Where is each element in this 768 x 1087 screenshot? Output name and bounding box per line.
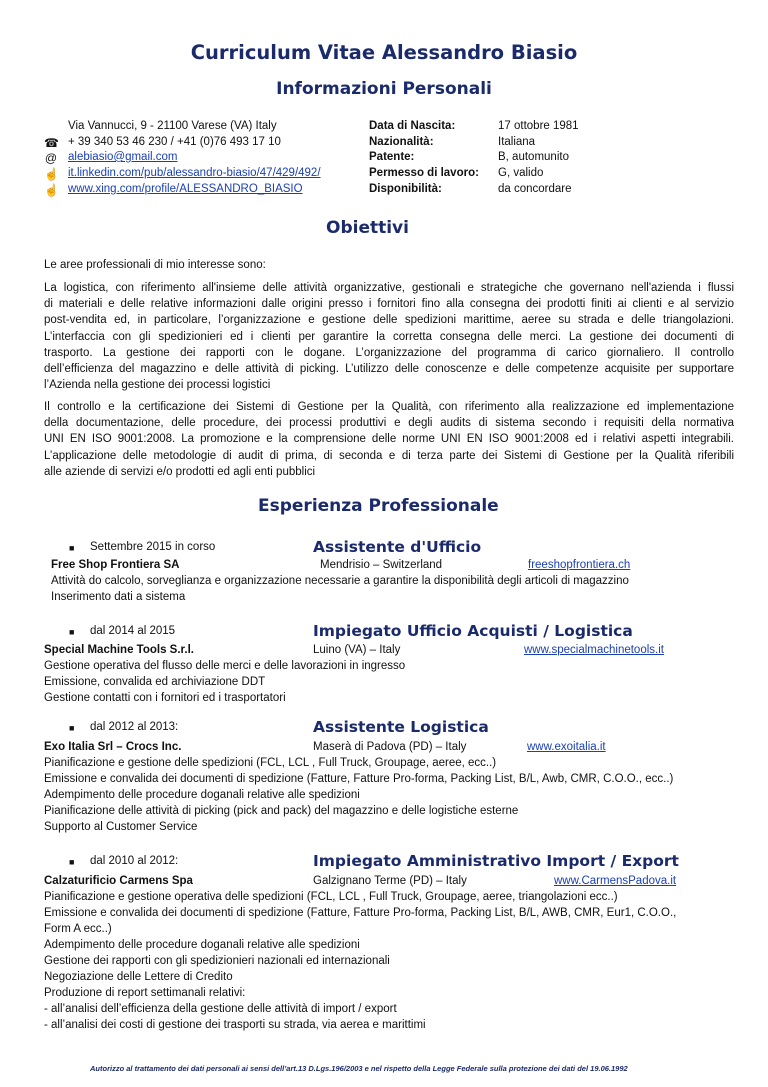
job-task: Inserimento dati a sistema: [51, 591, 186, 603]
job-task: Emissione, convalida ed archiviazione DDT: [44, 676, 266, 688]
job-task: Attività do calcolo, sorveglianza e organizzazione necessarie a garantire la disponibilità degli articoli di magazzino: [51, 575, 629, 587]
detail-value: da concordare: [498, 183, 572, 195]
job-task: - all’analisi dell’efficienza della gestione delle attività di import / export: [44, 1003, 397, 1015]
job-task: - all’analisi dei costi di gestione dei trasporti su strada, via aerea e marittimi: [44, 1019, 426, 1031]
text-line: trasporto. La gestione dei rapporti con le dogane. L’organizzazione del programma di carico giornaliero. Il controllo: [44, 346, 734, 359]
job-task: Form A ecc..): [44, 923, 112, 935]
objectives-paragraph-1: [44, 280, 734, 393]
detail-label: Patente:: [369, 151, 415, 163]
privacy-footer: Autorizzo al trattamento dei dati personali ai sensi dell’art.13 D.Lgs.196/2003 e nel rispetto della Legge Federale sulla protezione dei dati del 19.06.1992: [90, 1064, 628, 1073]
bullet-icon: ■: [69, 857, 75, 867]
job-task: Adempimento delle procedure doganali relative alle spedizioni: [44, 789, 360, 801]
address: Via Vannucci, 9 - 21100 Varese (VA) Italy: [68, 120, 277, 132]
text-line: l’Azienda nella gestione dei processi logistici: [44, 379, 271, 392]
job-period: dal 2012 al 2013:: [90, 721, 179, 733]
objectives-intro: Le aree professionali di mio interesse sono:: [44, 259, 266, 271]
linkedin-link[interactable]: it.linkedin.com/pub/alessandro-biasio/47/429/492/: [68, 167, 321, 179]
job-website-link[interactable]: www.CarmensPadova.it: [554, 875, 677, 887]
job-company: Exo Italia Srl – Crocs Inc.: [44, 741, 182, 753]
page-title: Curriculum Vitae Alessandro Biasio: [190, 41, 578, 64]
section-title-objectives: Obiettivi: [326, 218, 409, 238]
phone: + 39 340 53 46 230 / +41 (0)76 493 17 10: [68, 136, 281, 148]
section-title-personal: Informazioni Personali: [276, 79, 492, 99]
mouse-icon: ☝: [44, 183, 59, 197]
email-link[interactable]: alebiasio@gmail.com: [68, 151, 178, 163]
detail-value: 17 ottobre 1981: [498, 120, 579, 132]
job-task: Pianificazione e gestione delle spedizioni (FCL, LCL , Full Truck, Groupage, aeree, ecc..): [44, 757, 497, 769]
detail-label: Nazionalità:: [369, 136, 434, 148]
job-location: Mendrisio – Switzerland: [320, 559, 443, 571]
job-task: Gestione dei rapporti con gli spedizionieri nazionali ed internazionali: [44, 955, 390, 967]
job-task: Emissione e convalida dei documenti di spedizione (Fatture, Fatture Pro-forma, Packing List, B/L, Awb, CMR, C.O.O., ecc..): [44, 773, 674, 785]
job-period: dal 2010 al 2012:: [90, 855, 179, 867]
job-company: Calzaturificio Carmens Spa: [44, 875, 193, 887]
phone-icon: ☎: [44, 136, 59, 150]
text-line: della documentazione, delle procedure, dei processi produttivi e degli audits di sistema secondo i requisiti della normativa: [44, 417, 734, 430]
job-task: Supporto al Customer Service: [44, 821, 198, 833]
detail-label: Disponibilità:: [369, 183, 442, 195]
job-company: Free Shop Frontiera SA: [51, 559, 180, 571]
job-period: Settembre 2015 in corso: [90, 541, 216, 553]
text-line: Il controllo e la certificazione dei Sistemi di Gestione per la Qualità, con riferimento alla realizzazione ed implementazione: [44, 401, 734, 413]
job-task: Gestione operativa del flusso delle merci e delle lavorazioni in ingresso: [44, 660, 406, 672]
bullet-icon: ■: [69, 723, 75, 733]
text-line: dell’efficienza del magazzino e delle attività di picking. L’utilizzo delle conoscenze e delle competenze acquisite per supportare: [44, 363, 734, 376]
job-role: Assistente Logistica: [313, 718, 489, 736]
mouse-icon: ☝: [44, 167, 59, 181]
detail-label: Data di Nascita:: [369, 120, 456, 132]
job-task: Adempimento delle procedure doganali relative alle spedizioni: [44, 939, 360, 951]
job-website-link[interactable]: freeshopfrontiera.ch: [528, 559, 631, 571]
job-task: Pianificazione delle attività di picking (pick and pack) del magazzino e delle logistiche esterne: [44, 805, 519, 817]
job-company: Special Machine Tools S.r.l.: [44, 644, 194, 656]
text-line: La logistica, con riferimento all'insieme delle attività organizzative, gestionali e strategiche che governano nell'azienda i flussi: [44, 282, 734, 294]
objectives-paragraph-2: [44, 399, 734, 480]
text-line: di materiali e delle relative informazioni dalle origini presso i fornitori fino alla consegna dei prodotti finiti ai clienti e al servizio: [44, 298, 734, 311]
job-period: dal 2014 al 2015: [90, 625, 176, 637]
job-website-link[interactable]: www.specialmachinetools.it: [524, 644, 664, 656]
email-icon: @: [44, 151, 58, 165]
job-task: Pianificazione e gestione operativa delle spedizioni (FCL, LCL , Full Truck, Groupage, aeree, triangolazioni ecc..): [44, 891, 618, 903]
bullet-icon: ■: [69, 627, 75, 637]
text-line: alle aziende di servizi e/o prodotti ed agli enti pubblici: [44, 465, 316, 478]
job-location: Galzignano Terme (PD) – Italy: [313, 875, 467, 887]
section-title-experience: Esperienza Professionale: [258, 496, 499, 516]
job-task: Negoziazione delle Lettere di Credito: [44, 971, 233, 983]
detail-value: B, automunito: [498, 151, 569, 163]
xing-link[interactable]: www.xing.com/profile/ALESSANDRO_BIASIO: [68, 183, 303, 195]
detail-label: Permesso di lavoro:: [369, 167, 479, 179]
job-location: Luino (VA) – Italy: [313, 644, 401, 656]
text-line: UNI EN ISO 9001:2008. La promozione e la comprensione delle norme UNI EN ISO 9001:2008 ed i relativi aspetti integrabili.: [44, 433, 734, 446]
detail-value: G, valido: [498, 167, 544, 179]
job-role: Impiegato Amministrativo Import / Export: [313, 852, 679, 870]
job-website-link[interactable]: www.exoitalia.it: [527, 741, 606, 753]
text-line: post-vendita ed, in particolare, l’organizzazione e gestione delle spedizioni marittime, aeree su strada e delle triangolazioni.: [44, 314, 734, 327]
job-task: Gestione contatti con i fornitori ed i trasportatori: [44, 692, 286, 704]
job-role: Assistente d'Ufficio: [313, 538, 482, 556]
job-role: Impiegato Ufficio Acquisti / Logistica: [313, 622, 633, 640]
bullet-icon: ■: [69, 543, 75, 553]
job-task: Produzione di report settimanali relativi:: [44, 987, 246, 999]
detail-value: Italiana: [498, 136, 536, 148]
job-task: Emissione e convalida dei documenti di spedizione (Fatture, Fatture Pro-forma, Packing List, B/L, AWB, CMR, Eur1, C.O.O.,: [44, 907, 677, 919]
job-location: Maserà di Padova (PD) – Italy: [313, 741, 467, 753]
text-line: L’applicazione delle metodologie di audit di prima, di seconda e di terza parte dei Sistemi di Gestione per la Qualità riferibili: [44, 449, 734, 462]
text-line: L’interfaccia con gli spedizionieri ed i clienti per garantire la corretta consegna delle merci. La gestione dei documenti di: [44, 330, 734, 343]
